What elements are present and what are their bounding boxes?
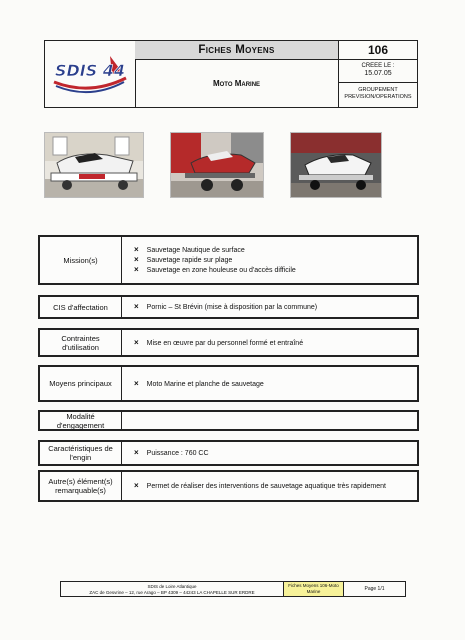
row-label: Caractéristiques de l'engin	[40, 442, 122, 464]
row-cis	[38, 295, 419, 319]
page-number: Page 1/1	[364, 586, 385, 592]
list-item: × Puissance : 760 CC	[134, 448, 417, 458]
footer-street: ZAC de Gesvrine – 12, rue Arago – BP 4309 – 44243 LA CHAPELLE SUR ERDRE	[89, 590, 255, 595]
footer-org: SDIS de Loire Atlantique	[147, 584, 197, 589]
photo-jetski-trailer-2	[170, 132, 264, 198]
created-label: CREEE LE :	[361, 63, 395, 69]
photo-jetski-trailer-1	[44, 132, 144, 198]
list-item: × Sauvetage Nautique de surface	[134, 245, 417, 255]
row-main-means	[38, 365, 419, 402]
created-date: 15.07.05	[364, 70, 392, 77]
group-line-1: GROUPEMENT	[358, 87, 398, 93]
creation-info	[339, 60, 417, 83]
row-values	[122, 442, 417, 464]
list-item: × Permet de réaliser des interventions de sauvetage aquatique très rapidement	[134, 481, 417, 491]
list-item: × Sauvetage en zone houleuse ou d'accès difficile	[134, 265, 417, 275]
row-values	[122, 237, 417, 283]
footer-reference	[284, 582, 344, 596]
footer-ref-line-2: Marine	[306, 589, 321, 594]
row-remarkable	[38, 470, 419, 502]
group-line-2: PREVISION/OPERATIONS	[344, 94, 412, 100]
sheet-number: 106	[339, 41, 417, 60]
photo-jetski-trailer-3	[290, 132, 382, 198]
footer-address	[61, 582, 284, 596]
list-item: × Pornic – St Brévin (mise à disposition par la commune)	[134, 302, 417, 312]
row-values	[122, 297, 417, 317]
row-label: Contraintes d'utilisation	[40, 330, 122, 355]
row-values	[122, 330, 417, 355]
list-item: × Sauvetage rapide sur plage	[134, 255, 417, 265]
row-mission	[38, 235, 419, 285]
sdis-logo	[45, 41, 136, 107]
row-values	[122, 472, 417, 500]
row-engagement	[38, 410, 419, 431]
row-label: Moyens principaux	[40, 367, 122, 400]
list-item: × Moto Marine et planche de sauvetage	[134, 379, 417, 389]
row-label: CIS d'affectation	[40, 297, 122, 317]
row-label: Mission(s)	[40, 237, 122, 283]
group-info	[339, 83, 417, 107]
row-values	[122, 367, 417, 400]
row-constraints	[38, 328, 419, 357]
header-table	[44, 40, 418, 108]
footer-ref-line-1: Fiches Moyens 106-Moto	[288, 583, 339, 588]
logo-text: SDIS 44	[54, 61, 126, 80]
row-label: Modalité d'engagement	[40, 412, 122, 429]
page-title: Fiches Moyens	[135, 41, 339, 60]
footer	[60, 581, 406, 597]
page-subtitle: Moto Marine	[135, 60, 339, 107]
row-label: Autre(s) élément(s) remarquable(s)	[40, 472, 122, 500]
list-item: × Mise en œuvre par du personnel formé et entraîné	[134, 338, 417, 348]
row-values	[122, 412, 417, 429]
row-characteristics	[38, 440, 419, 466]
